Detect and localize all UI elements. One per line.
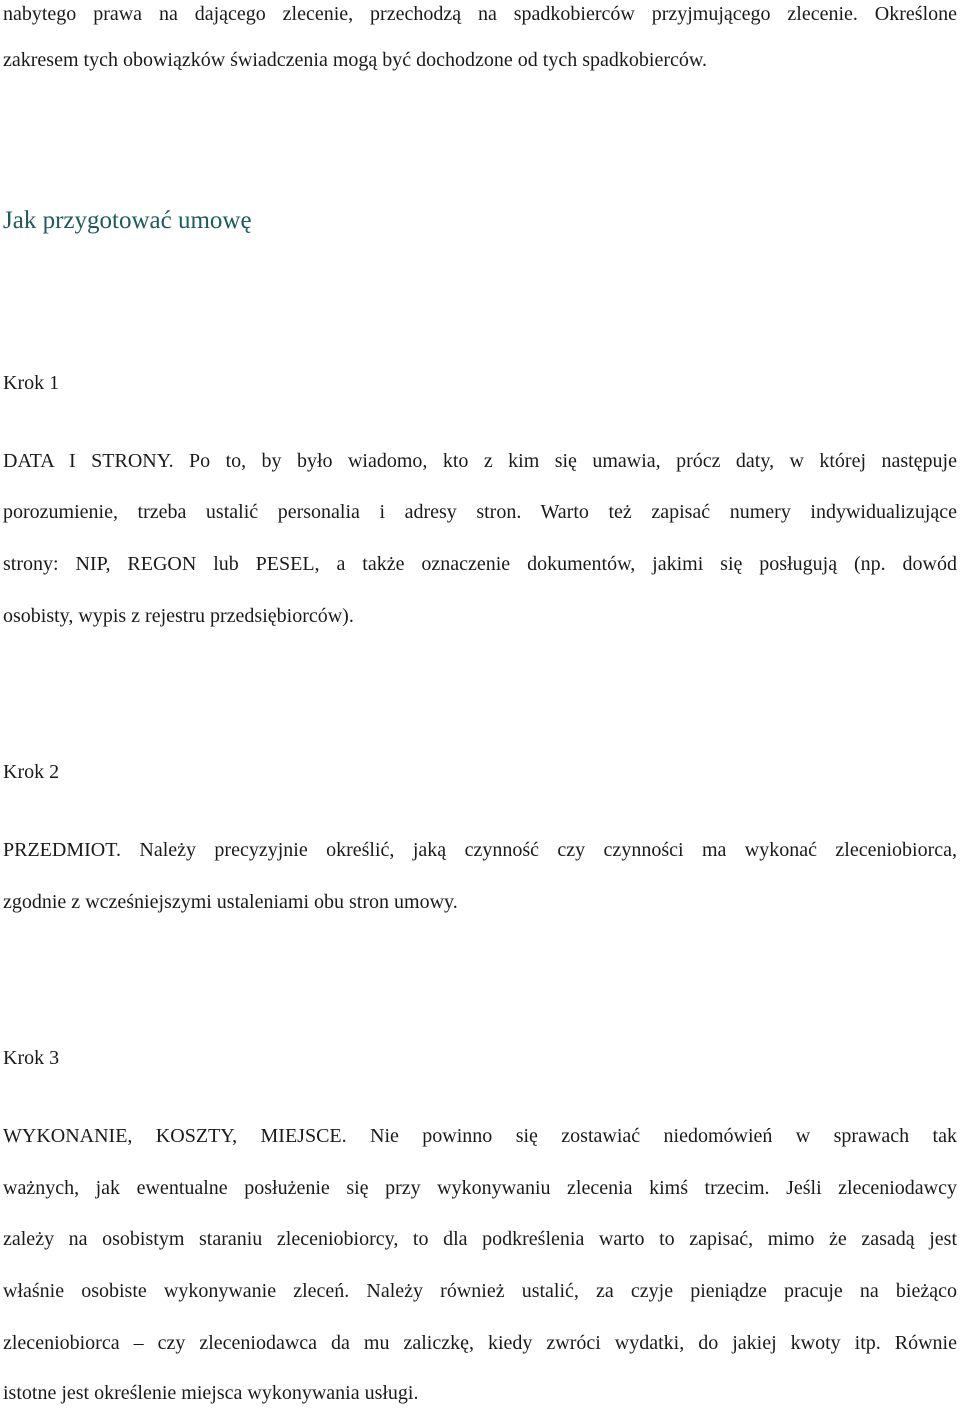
step-3-line-1: WYKONANIE, KOSZTY, MIEJSCE. Nie powinno się zostawiać niedomówień w sprawach tak xyxy=(3,1125,957,1147)
step-1-line-3: strony: NIP, REGON lub PESEL, a także oznaczenie dokumentów, jakimi się posługują (np. dowód xyxy=(3,553,957,575)
step-3-line-4: właśnie osobiste wykonywanie zleceń. Należy również ustalić, za czyje pieniądze pracuje na bieżąco xyxy=(3,1280,957,1302)
step-3-label: Krok 3 xyxy=(3,1047,60,1069)
step-2-line-2: zgodnie z wcześniejszymi ustaleniami obu stron umowy. xyxy=(3,891,458,913)
step-3-line-3: zależy na osobistym staraniu zleceniobiorcy, to dla podkreślenia warto to zapisać, mimo że zasadą jest xyxy=(3,1228,957,1250)
step-3-line-5: zleceniobiorca – czy zleceniodawca da mu zaliczkę, kiedy zwróci wydatki, do jakiej kwoty itp. Równie xyxy=(3,1332,957,1354)
step-2-label: Krok 2 xyxy=(3,761,60,783)
step-1-line-4: osobisty, wypis z rejestru przedsiębiorców). xyxy=(3,605,354,627)
intro-line-1: nabytego prawa na dającego zlecenie, przechodzą na spadkobierców przyjmującego zlecenie. Określone xyxy=(3,3,957,25)
step-1-label: Krok 1 xyxy=(3,372,60,394)
section-heading: Jak przygotować umowę xyxy=(3,207,252,234)
step-1-line-1: DATA I STRONY. Po to, by było wiadomo, kto z kim się umawia, prócz daty, w której następuje xyxy=(3,450,957,472)
step-1-line-2: porozumienie, trzeba ustalić personalia i adresy stron. Warto też zapisać numery indywidualizujące xyxy=(3,501,957,523)
step-2-line-1: PRZEDMIOT. Należy precyzyjnie określić, jaką czynność czy czynności ma wykonać zleceniobiorca, xyxy=(3,839,957,861)
step-3-line-6: istotne jest określenie miejsca wykonywania usługi. xyxy=(3,1382,419,1404)
step-3-line-2: ważnych, jak ewentualne posłużenie się przy wykonywaniu zlecenia kimś trzecim. Jeśli zleceniodawcy xyxy=(3,1177,957,1199)
intro-line-2: zakresem tych obowiązków świadczenia mogą być dochodzone od tych spadkobierców. xyxy=(3,49,708,71)
